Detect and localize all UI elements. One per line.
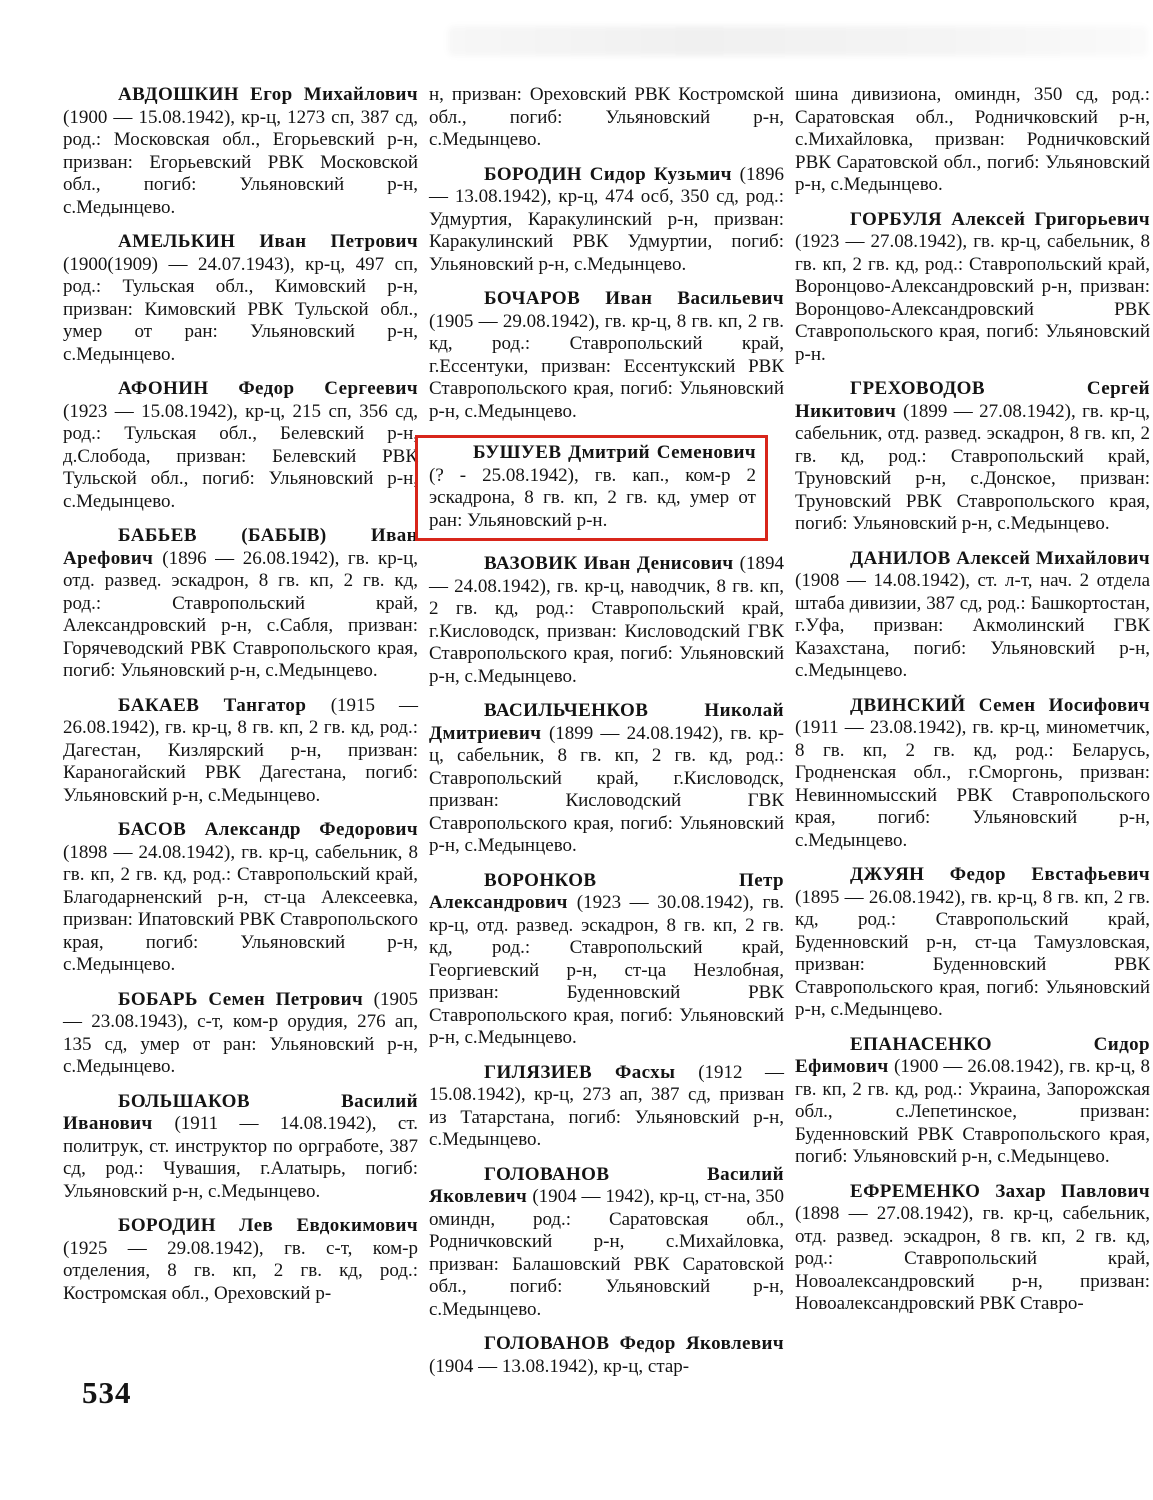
entry-details: н, призван: Ореховский РВК Костромской обл., погиб: Ульяновский р-н, с.Медынцево. [429, 84, 784, 150]
entry-person-name: ВАЗОВИК Иван Денисович [484, 553, 740, 574]
memorial-entry [429, 1333, 784, 1378]
memorial-entry-continuation [795, 84, 1150, 197]
entry-person-name: АВДОШКИН Егор Михайлович [118, 84, 418, 105]
memorial-entry [429, 164, 784, 277]
text-columns [63, 84, 1151, 1390]
memorial-entry-continuation [429, 84, 784, 152]
entry-person-name: ДАНИЛОВ Алексей Михайлович [850, 547, 1150, 569]
entry-person-name: ДВИНСКИЙ Семен Иосифович [850, 694, 1150, 716]
entry-person-name: ДЖУЯН Федор Евстафьевич [850, 864, 1150, 885]
memorial-entry [795, 548, 1150, 683]
entry-details: (1923 — 30.08.1942), гв. кр-ц, отд. развед. эскадрон, 8 гв. кп, 2 гв. кд, род.: Ставропольский край, Георгиевский р-н, ст-ца Незлобная, призван: Буденновский РВК Ставропольского края, погиб: Ульяновский р-н, с.Медынцево. [429, 892, 784, 1048]
entry-details: (1911 — 14.08.1942), ст. политрук, ст. инструктор по оргработе, 387 сд, род.: Чувашия, г.Алатырь, погиб: Ульяновский р-н, с.Медынцево. [63, 1113, 418, 1202]
entry-details: (1898 — 27.08.1942), гв. кр-ц, сабельник, отд. развед. эскадрон, 8 гв. кп, 2 гв. кд, род.: Ставропольский край, Новоалександровский р-н, призван: Новоалександровский РВК Ставро- [795, 1203, 1150, 1314]
entry-details: (1923 — 15.08.1942), кр-ц, 215 сп, 356 сд, род.: Тульская обл., Белевский р-н, д.Слобода, призван: Белевский РВК Тульской обл., погиб: Ульяновский р-н, с.Медынцево. [63, 400, 418, 512]
memorial-entry [795, 695, 1150, 853]
memorial-entry [63, 84, 418, 219]
memorial-entry [429, 700, 784, 858]
page-number: 534 [82, 1375, 132, 1410]
entry-details: (1900 — 26.08.1942), гв. кр-ц, 8 гв. кп, 2 гв. кд, род.: Украина, Запорожская обл., с.Лепетинское, призван: Буденновский РВК Ставропольского края, погиб: Ульяновский р-н, с.Медынцево. [795, 1056, 1150, 1167]
memorial-entry [63, 819, 418, 977]
scan-artifact-band [448, 26, 1148, 56]
column-3 [795, 84, 1150, 1390]
entry-details: шина дивизиона, оминдн, 350 сд, род.: Саратовская обл., Родничковский р-н, с.Михайловка, призван: Родничковский РВК Саратовской обл., погиб: Ульяновский р-н, с.Медынцево. [795, 84, 1150, 195]
memorial-entry [429, 1164, 784, 1322]
memorial-entry-highlighted [415, 435, 768, 541]
entry-details: (1900(1909) — 24.07.1943), кр-ц, 497 сп, род.: Тульская обл., Кимовский р-н, призван: Кимовский РВК Тульской обл., умер от ран: Ульяновский р-н, с.Медынцево. [63, 253, 418, 365]
entry-details: (1895 — 26.08.1942), гв. кр-ц, 8 гв. кп, 2 гв. кд, род.: Ставропольский край, Буденновский р-н, ст-ца Тамузловская, призван: Буденновский РВК Ставропольского края, погиб: Ульяновский р-н, с.Медынцево. [795, 886, 1150, 1020]
entry-details: (1923 — 27.08.1942), гв. кр-ц, сабельник, 8 гв. кп, 2 гв. кд, род.: Ставропольский край, Воронцово-Александровский р-н, призван: Воронцово-Александровский РВК Ставропольского края, погиб: Ульяновский р-н. [795, 231, 1150, 365]
memorial-entry [63, 989, 418, 1079]
entry-person-name: ГОЛОВАНОВ Василий Яковлевич [429, 1163, 784, 1207]
memorial-entry [429, 288, 784, 423]
entry-person-name: АФОНИН Федор Сергеевич [118, 378, 418, 399]
entry-details: (1899 — 27.08.1942), гв. кр-ц, сабельник, отд. развед. эскадрон, 8 гв. кп, 2 гв. кд, род.: Ставропольский край, Труновский р-н, с.Донское, призван: Труновский РВК Ставропольского края, погиб: Ульяновский р-н, с.Медынцево. [795, 400, 1150, 534]
memorial-entry [63, 378, 418, 513]
entry-details: (1904 — 13.08.1942), кр-ц, стар- [429, 1355, 690, 1377]
memorial-entry [429, 1062, 784, 1152]
entry-details: (1899 — 24.08.1942), гв. кр-ц, сабельник, 8 гв. кп, 2 гв. кд, род.: Ставропольский край, г.Кисловодск, призван: Кисловодский ГВК Ставропольского края, погиб: Ульяновский р-н, с.Медынцево. [429, 722, 785, 856]
entry-person-name: ГОЛОВАНОВ Федор Яковлевич [484, 1333, 784, 1354]
entry-details: (1898 — 24.08.1942), гв. кр-ц, сабельник, 8 гв. кп, 2 гв. кд, род.: Ставропольский край, Благодарненский р-н, ст-ца Алексеевка, призван: Ипатовский РВК Ставропольского края, погиб: Ульяновский р-н, с.Медынцево. [63, 841, 418, 975]
column-1 [63, 84, 418, 1390]
memorial-entry [795, 209, 1150, 367]
entry-person-name: ВАСИЛЬЧЕНКОВ Николай Дмитриевич [429, 700, 784, 744]
memorial-entry [429, 553, 784, 688]
entry-person-name: ЕФРЕМЕНКО Захар Павлович [850, 1180, 1150, 1202]
memorial-entry [63, 525, 418, 683]
entry-details: (1908 — 14.08.1942), ст. л-т, нач. 2 отдела штаба дивизии, 387 сд, род.: Башкортостан, г.Уфа, призван: Акмолинский ГВК Казахстана, погиб: Ульяновский р-н, с.Медынцево. [795, 570, 1150, 681]
memorial-entry [63, 231, 418, 366]
entry-details: (1912 — 15.08.1942), кр-ц, 273 ап, 387 сд, призван из Татарстана, погиб: Ульяновский р-н, с.Медынцево. [429, 1061, 784, 1150]
entry-person-name: ВОРОНКОВ Петр Александрович [429, 869, 784, 913]
entry-details: (1915 — 26.08.1942), гв. кр-ц, 8 гв. кп, 2 гв. кд, род.: Дагестан, Кизлярский р-н, призван: Караногайский РВК Дагестана, погиб: Ульяновский р-н, с.Медынцево. [63, 694, 418, 806]
entry-person-name: ГОРБУЛЯ Алексей Григорьевич [850, 208, 1150, 230]
entry-person-name: БОБАРЬ Семен Петрович [118, 988, 374, 1010]
memorial-entry [795, 1181, 1150, 1316]
memorial-entry [63, 1215, 418, 1305]
entry-person-name: БОРОДИН Сидор Кузьмич [484, 163, 740, 185]
memorial-entry [63, 1091, 418, 1204]
entry-person-name: АМЕЛЬКИН Иван Петрович [118, 231, 418, 252]
entry-person-name: БОЧАРОВ Иван Васильевич [484, 288, 784, 309]
entry-person-name: ГИЛЯЗИЕВ Фасхы [484, 1061, 699, 1083]
column-2 [429, 84, 784, 1390]
entry-details: (1911 — 23.08.1942), гв. кр-ц, минометчик, 8 гв. кп, 2 гв. кд, род.: Беларусь, Гродненская обл., г.Сморгонь, призван: Невинномысский РВК Ставропольского края, погиб: Ульяновский р-н, с.Медынцево. [795, 717, 1150, 851]
entry-person-name: БАСОВ Александр Федорович [118, 819, 418, 840]
entry-person-name: ГРЕХОВОДОВ Сергей Никитович [795, 378, 1150, 422]
entry-person-name: ЕПАНАСЕНКО Сидор Ефимович [795, 1033, 1150, 1077]
entry-details: (1925 — 29.08.1942), гв. с-т, ком-р отделения, 8 гв. кп, 2 гв. кд, род.: Костромская обл., Ореховский р- [63, 1237, 418, 1304]
entry-details: (1900 — 15.08.1942), кр-ц, 1273 сп, 387 сд, род.: Московская обл., Егорьевский р-н, призван: Егорьевский РВК Московской обл., погиб: Ульяновский р-н, с.Медынцево. [63, 106, 418, 218]
memorial-entry [795, 864, 1150, 1022]
entry-details: (1894 — 24.08.1942), гв. кр-ц, наводчик, 8 гв. кп, 2 гв. кд, род.: Ставропольский край, г.Кисловодск, призван: Кисловодский ГВК Ставропольского края, погиб: Ульяновский р-н, с.Медынцево. [429, 553, 784, 687]
memorial-entry [429, 870, 784, 1050]
memorial-entry [795, 1034, 1150, 1169]
entry-details: (1896 — 13.08.1942), кр-ц, 474 осб, 350 сд, род.: Удмуртия, Каракулинский р-н, призван: Каракулинский РВК Удмуртии, погиб: Ульяновский р-н, с.Медынцево. [429, 163, 784, 275]
entry-details: (1904 — 1942), кр-ц, ст-на, 350 оминдн, род.: Саратовская обл., Родничковский р-н, с.Михайловка, призван: Балашовский РВК Саратовской обл., погиб: Ульяновский р-н, с.Медынцево. [429, 1186, 784, 1320]
memorial-entry [63, 695, 418, 808]
entry-details: (? - 25.08.1942), гв. кап., ком-р 2 эскадрона, 8 гв. кп, 2 гв. кд, умер от ран: Ульяновский р-н. [429, 464, 756, 531]
entry-details: (1905 — 29.08.1942), гв. кр-ц, 8 гв. кп, 2 гв. кд, род.: Ставропольский край, г.Ессентуки, призван: Ессентукский РВК Ставропольского края, погиб: Ульяновский р-н, с.Медынцево. [429, 310, 784, 422]
entry-person-name: БОРОДИН Лев Евдокимович [118, 1215, 418, 1236]
entry-person-name: БАБЬЕВ (БАБЫВ) Иван Арефович [63, 525, 418, 569]
entry-person-name: БАКАЕВ Тангатор [118, 694, 331, 716]
entry-details: (1896 — 26.08.1942), гв. кр-ц, отд. развед. эскадрон, 8 гв. кп, 2 гв. кд, род.: Ставропольский край, Александровский р-н, с.Сабля, призван: Горячеводский РВК Ставропольского края, погиб: Ульяновский р-н, с.Медынцево. [63, 547, 418, 681]
entry-person-name: БУШУЕВ Дмитрий Семенович [473, 442, 756, 463]
memorial-entry [795, 378, 1150, 536]
entry-details: (1905 — 23.08.1943), с-т, ком-р орудия, 276 ап, 135 сд, умер от ран: Ульяновский р-н, с.Медынцево. [63, 988, 418, 1077]
entry-person-name: БОЛЬШАКОВ Василий Иванович [63, 1090, 418, 1134]
